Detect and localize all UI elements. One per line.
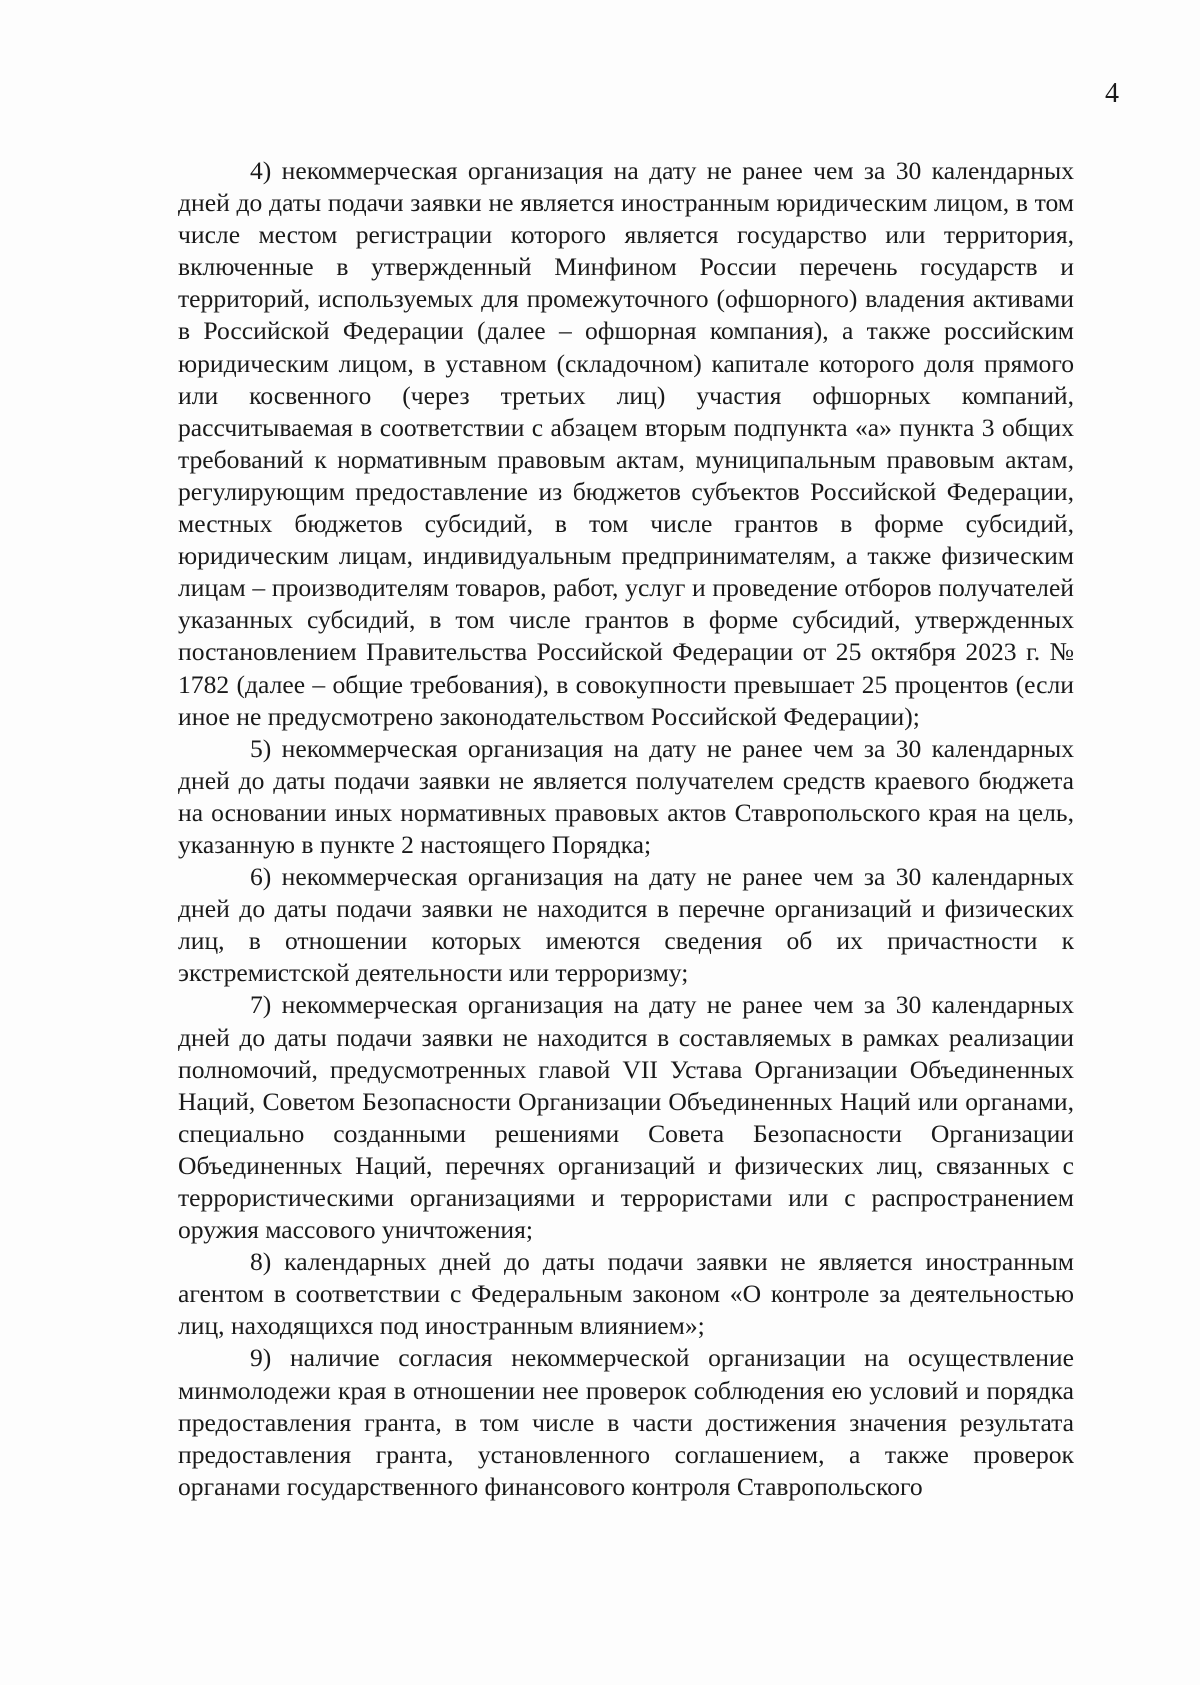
- document-body: [178, 155, 1074, 1503]
- paragraph-item-7: 7) некоммерческая организация на дату не ранее чем за 30 календарных дней до даты подачи заявки не находится в составляемых в рамках реализации полномочий, предусмотренных главой VII Устава Организации Объединенных Наций, Советом Безопасности Организации Объединенных Наций или органами, специально созданными решениями Совета Безопасности Организации Объединенных Наций, перечнях организаций и физических лиц, связанных с террористическими организациями и террористами или с распространением оружия массового уничтожения;: [178, 990, 1074, 1245]
- paragraph-item-8: 8) календарных дней до даты подачи заявки не является иностранным агентом в соответствии с Федеральным законом «О контроле за деятельностью лиц, находящихся под иностранным влиянием»;: [178, 1247, 1074, 1341]
- page-number: 4: [1105, 78, 1119, 109]
- paragraph-item-9: 9) наличие согласия некоммерческой организации на осуществление минмолодежи края в отношении нее проверок соблюдения ею условий и порядка предоставления гранта, в том числе в части достижения значения результата предоставления гранта, установленного соглашением, а также проверок органами государственного финансового контроля Ставропольского: [178, 1343, 1074, 1501]
- paragraph-item-6: 6) некоммерческая организация на дату не ранее чем за 30 календарных дней до даты подачи заявки не находится в перечне организаций и физических лиц, в отношении которых имеются сведения об их причастности к экстремистской деятельности или терроризму;: [178, 862, 1074, 988]
- paragraph-item-4: 4) некоммерческая организация на дату не ранее чем за 30 календарных дней до даты подачи заявки не является иностранным юридическим лицом, в том числе местом регистрации которого является государство или территория, включенные в утвержденный Минфином России перечень государств и территорий, используемых для промежуточного (офшорного) владения активами в Российской Федерации (далее – офшорная компания), а также российским юридическим лицом, в уставном (складочном) капитале которого доля прямого или косвенного (через третьих лиц) участия офшорных компаний, рассчитываемая в соответствии с абзацем вторым подпункта «а» пункта 3 общих требований к нормативным правовым актам, муниципальным правовым актам, регулирующим предоставление из бюджетов субъектов Российской Федерации, местных бюджетов субсидий, в том числе грантов в форме субсидий, юридическим лицам, индивидуальным предпринимателям, а также физическим лицам – производителям товаров, работ, услуг и проведение отборов получателей указанных субсидий, в том числе грантов в форме субсидий, утвержденных постановлением Правительства Российской Федерации от 25 октября 2023 г. № 1782 (далее – общие требования), в совокупности превышает 25 процентов (если иное не предусмотрено законодательством Российской Федерации);: [178, 156, 1074, 731]
- paragraph-item-5: 5) некоммерческая организация на дату не ранее чем за 30 календарных дней до даты подачи заявки не является получателем средств краевого бюджета на основании иных нормативных правовых актов Ставропольского края на цель, указанную в пункте 2 настоящего Порядка;: [178, 733, 1074, 859]
